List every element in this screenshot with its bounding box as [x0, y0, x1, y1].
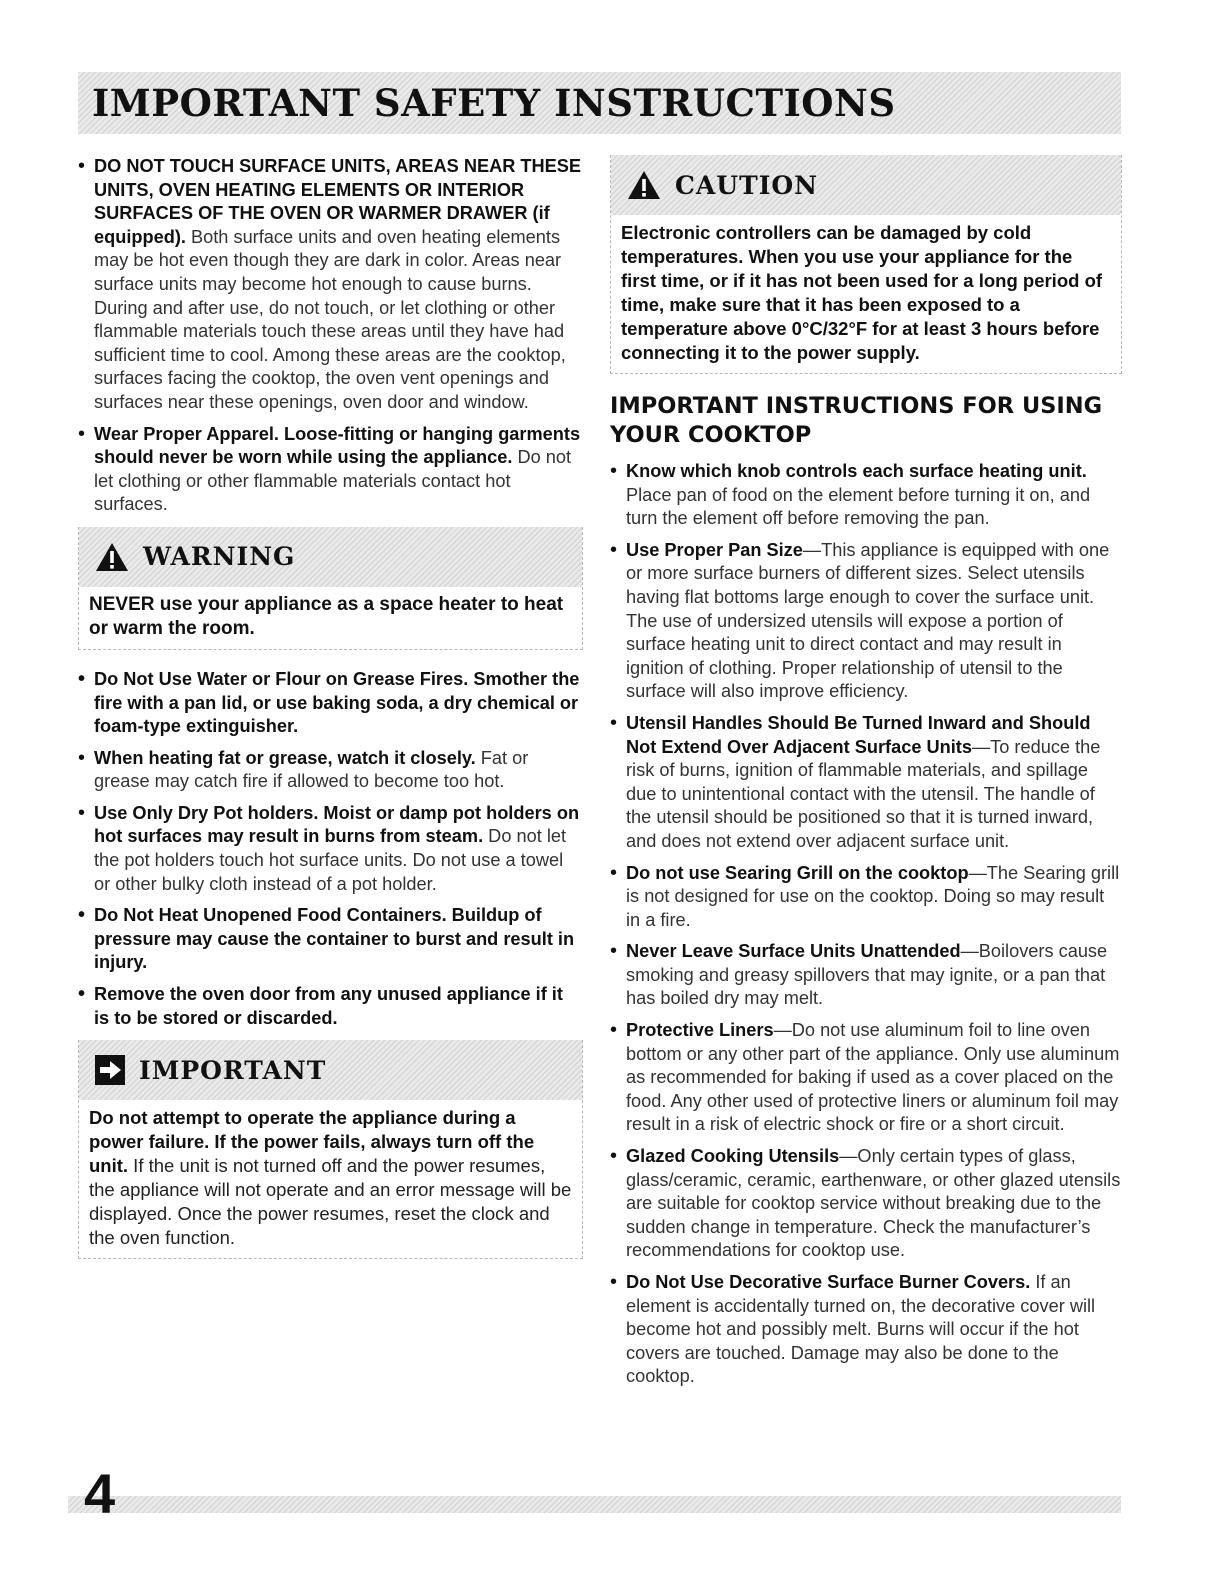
- caution-text: Electronic controllers can be damaged by cold temperatures. When you use your appliance for the first time, or if it has not been used for a long period of time, make sure that it has been exposed to a temperature above 0°C/32°F for at least 3 hours before connecting it to the power supply.: [621, 222, 1103, 363]
- list-item: [610, 1019, 1122, 1137]
- warning-box: [78, 527, 583, 650]
- warning-title: WARNING: [143, 542, 296, 572]
- caution-box: [610, 155, 1122, 374]
- list-item: [78, 155, 583, 415]
- bullet-bold-text: Never Leave Surface Units Unattended: [626, 941, 961, 962]
- important-bold-text: Do not attempt to operate the appliance during a power failure. If the power fails, always turn off the unit.: [89, 1107, 535, 1177]
- list-item: [610, 1271, 1122, 1389]
- bullet-text: Do Not Heat Unopened Food Containers. Buildup of pressure may cause the container to burst and result in injury.: [94, 905, 575, 973]
- bullet-bold-text: Glazed Cooking Utensils: [626, 1146, 840, 1167]
- section-heading: IMPORTANT INSTRUCTIONS FOR USING YOUR COOKTOP: [610, 393, 1103, 448]
- bullet-text: If an element is accidentally turned on, the decorative cover will become hot and possibly melt. Burns will occur if the hot covers are touched. Damage may also be done to the cooktop.: [626, 1272, 1096, 1387]
- list-item: [78, 747, 583, 794]
- header-bar: [78, 72, 1121, 134]
- bullet-text: Do not let clothing or other flammable materials contact hot surfaces.: [94, 447, 572, 515]
- bullet-text: —Do not use aluminum foil to line oven bottom or any other part of the appliance. Only use aluminum as recommended for baking if used as a cover placed on the food. Any other used of protective liners or aluminum foil may result in a risk of electric shock or fire or a short circuit.: [626, 1020, 1120, 1135]
- caution-title: CAUTION: [675, 170, 819, 200]
- bullet-text: —This appliance is equipped with one or more surface burners of different sizes. Select utensils having flat bottoms large enough to cover the surface unit. The use of undersized utensils will expose a portion of surface heating unit to direct contact and may result in ignition of clothing. Proper relationship of utensil to the surface will also improve efficiency.: [626, 539, 1110, 702]
- page-number: 4: [84, 1462, 116, 1525]
- important-text: [79, 1100, 582, 1258]
- list-item: [610, 1145, 1122, 1263]
- bullet-text: Do Not Use Water or Flour on Grease Fires. Smother the fire with a pan lid, or use baking soda, a dry chemical or foam-type extinguisher.: [94, 668, 580, 737]
- list-item: [610, 539, 1122, 704]
- bullet-bold-text: DO NOT TOUCH SURFACE UNITS, AREAS NEAR THESE UNITS, OVEN HEATING ELEMENTS OR INTERIOR SURFACES OF THE OVEN OR WARMER DRAWER (if equipped).: [94, 156, 582, 247]
- page-title: IMPORTANT SAFETY INSTRUCTIONS: [92, 81, 896, 125]
- warning-header: [79, 527, 582, 587]
- important-title: IMPORTANT: [139, 1055, 327, 1085]
- bullet-bold-text: Use Proper Pan Size: [626, 539, 803, 560]
- bullet-text: Place pan of food on the element before turning it on, and turn the element off before removing the pan.: [626, 484, 1091, 529]
- bullet-text: —Only certain types of glass, glass/ceramic, ceramic, earthenware, or other glazed utensils are suitable for cooktop service without breaking due to the sudden change in temperature. Check the manufacturer’s recommendations for cooktop use.: [626, 1146, 1121, 1261]
- warning-triangle-icon: [627, 170, 661, 200]
- bullet-bold-text: Do not use Searing Grill on the cooktop: [626, 862, 969, 883]
- warning-triangle-icon: [95, 542, 129, 572]
- footer-bar: [68, 1496, 1121, 1513]
- list-item: [78, 423, 583, 517]
- bullet-text: Fat or grease may catch fire if allowed to become too hot.: [94, 747, 529, 792]
- bullet-bold-text: Do Not Use Decorative Surface Burner Covers.: [626, 1272, 1031, 1292]
- right-column: [610, 155, 1122, 1397]
- important-body-text: If the unit is not turned off and the power resumes, the appliance will not operate and an error message will be displayed. Once the power resumes, reset the clock and the oven function.: [89, 1155, 572, 1249]
- bullet-bold-text: Use Only Dry Pot holders. Moist or damp pot holders on hot surfaces may result in burns from steam.: [94, 802, 580, 847]
- important-header: [79, 1040, 582, 1100]
- bullet-text: —To reduce the risk of burns, ignition of flammable materials, and spillage due to unintentional contact with the utensil. The handle of the utensil should be positioned so that it is turned inward, and does not extend over adjacent surface unit.: [626, 736, 1101, 851]
- bullet-text: Remove the oven door from any unused appliance if it is to be stored or discarded.: [94, 984, 563, 1028]
- bullet-text: Do not let the pot holders touch hot surface units. Do not use a towel or other bulky cloth instead of a pot holder.: [94, 826, 567, 894]
- bullet-text: —The Searing grill is not designed for use on the cooktop. Doing so may result in a fire.: [626, 862, 1120, 930]
- bullet-bold-text: Know which knob controls each surface heating unit.: [626, 461, 1087, 481]
- warning-text: NEVER use your appliance as a space heater to heat or warm the room.: [89, 593, 564, 639]
- list-item: [78, 904, 583, 975]
- bullet-text: Both surface units and oven heating elements may be hot even though they are dark in color. Areas near surface units may become hot enough to cause burns. During and after use, do not touch, or let clothing or other flammable materials touch these areas until they have had sufficient time to cool. Among these areas are the cooktop, surfaces facing the cooktop, the oven vent openings and surfaces near these openings, oven door and window.: [94, 226, 566, 412]
- caution-header: [611, 155, 1121, 215]
- list-item: [610, 712, 1122, 854]
- list-item: [78, 668, 583, 739]
- list-item: [610, 940, 1122, 1011]
- important-box: [78, 1040, 583, 1259]
- bullet-bold-text: Protective Liners: [626, 1020, 774, 1041]
- arrow-box-icon: [95, 1055, 125, 1085]
- bullet-text: —Boilovers cause smoking and greasy spillovers that may ignite, or a pan that has boiled dry may melt.: [626, 941, 1108, 1009]
- list-item: [78, 983, 583, 1030]
- list-item: [610, 862, 1122, 933]
- bullet-bold-text: Utensil Handles Should Be Turned Inward and Should Not Extend Over Adjacent Surface Units: [626, 712, 1091, 757]
- left-column: [78, 155, 583, 1277]
- bullet-bold-text: When heating fat or grease, watch it closely.: [94, 747, 476, 768]
- list-item: [610, 460, 1122, 531]
- bullet-bold-text: Wear Proper Apparel. Loose-fitting or hanging garments should never be worn while using the appliance.: [94, 423, 581, 468]
- list-item: [78, 802, 583, 896]
